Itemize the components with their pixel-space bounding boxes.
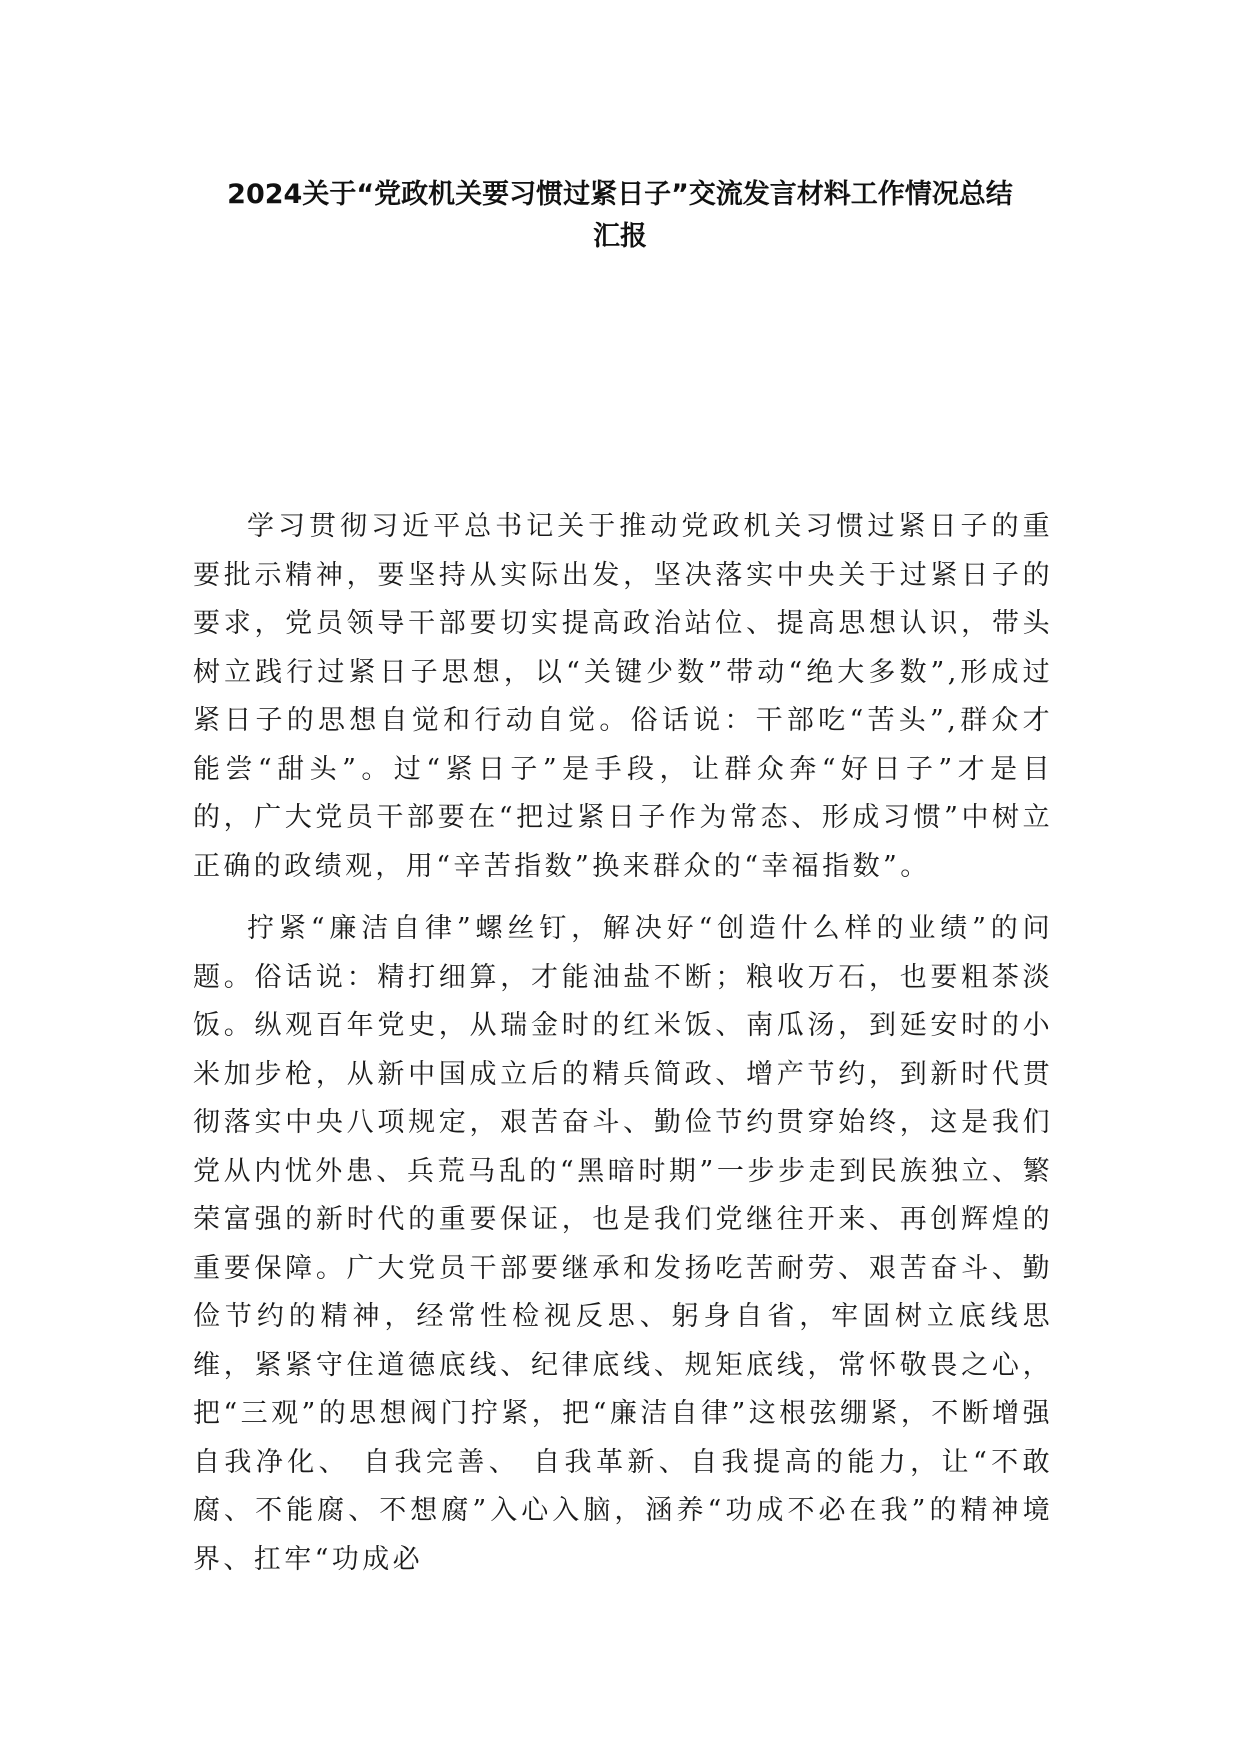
document-title — [170, 174, 1070, 258]
paragraph-1: 学习贯彻习近平总书记关于推动党政机关习惯过紧日子的重要批示精神，要坚持从实际出发，坚决落实中央关于过紧日子的要求，党员领导干部要切实提高政治站位、提高思想认识，带头树立践行过紧日子思想，以“关键少数”带动“绝大多数”,形成过紧日子的思想自觉和行动自觉。俗话说：干部吃“苦头”,群众才能尝“甜头”。过“紧日子”是手段，让群众奔“好日子”才是目的，广大党员干部要在“把过紧日子作为常态、形成习惯”中树立正确的政绩观，用“辛苦指数”换来群众的“幸福指数”。 — [193, 511, 1053, 882]
document-body — [193, 503, 1053, 1584]
title-line-2: 汇报 — [593, 221, 647, 252]
title-line-1: 2024关于“党政机关要习惯过紧日子”交流发言材料工作情况总结 — [227, 179, 1013, 210]
paragraph-2: 拧紧“廉洁自律”螺丝钉，解决好“创造什么样的业绩”的问题。俗话说：精打细算，才能油盐不断；粮收万石，也要粗茶淡饭。纵观百年党史，从瑞金时的红米饭、南瓜汤，到延安时的小米加步枪，从新中国成立后的精兵简政、增产节约，到新时代贯彻落实中央八项规定，艰苦奋斗、勤俭节约贯穿始终，这是我们党从内忧外患、兵荒马乱的“黑暗时期”一步步走到民族独立、繁荣富强的新时代的重要保证，也是我们党继往开来、再创辉煌的重要保障。广大党员干部要继承和发扬吃苦耐劳、艰苦奋斗、勤俭节约的精神，经常性检视反思、躬身自省，牢固树立底线思维，紧紧守住道德底线、纪律底线、规矩底线，常怀敬畏之心，把“三观”的思想阀门拧紧，把“廉洁自律”这根弦绷紧，不断增强自我净化、 自我完善、 自我革新、自我提高的能力，让“不敢腐、不能腐、不想腐”入心入脑，涵养“功成不必在我”的精神境界、扛牢“功成必 — [193, 913, 1053, 1575]
